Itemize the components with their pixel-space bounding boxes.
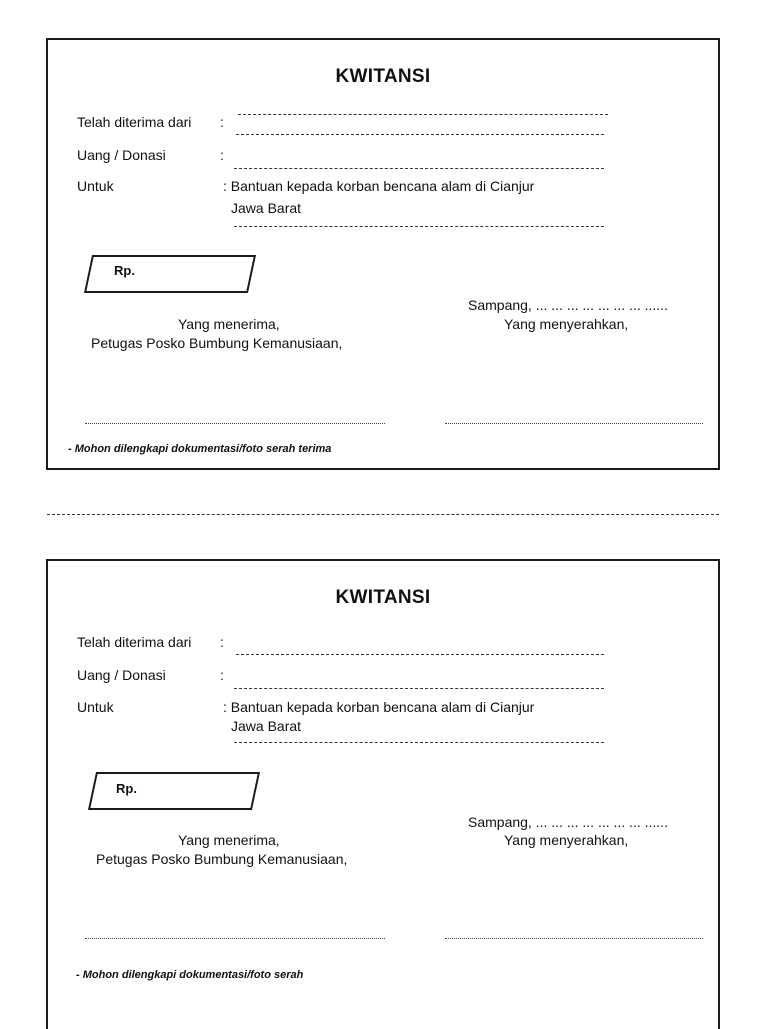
receiver-role: Petugas Posko Bumbung Kemanusiaan, [91,335,343,351]
purpose-label: Untuk [77,699,114,715]
amount-box[interactable] [88,772,260,810]
received-from-colon: : [220,114,224,130]
purpose-line [234,226,604,227]
money-colon: : [220,147,224,163]
purpose-value-line-2: Jawa Barat [231,718,302,734]
received-from-line[interactable] [236,654,604,655]
giver-signature-line[interactable] [445,938,703,939]
money-line[interactable] [234,688,604,689]
receipt-form [46,38,720,470]
receiver-role: Petugas Posko Bumbung Kemanusiaan, [96,851,348,867]
received-from-label: Telah diterima dari [77,114,192,130]
received-from-colon: : [220,634,224,650]
received-from-label: Telah diterima dari [77,634,192,650]
place-date: Sampang, ... ... ... ... ... ... ... ...... [468,297,668,313]
purpose-label: Untuk [77,178,114,194]
place-date: Sampang, ... ... ... ... ... ... ... ...... [468,814,668,830]
footnote: - Mohon dilengkapi dokumentasi/foto serah terima [68,443,332,455]
money-label: Uang / Donasi [77,147,166,163]
receiver-title: Yang menerima, [178,316,280,332]
received-from-line-1[interactable] [238,114,608,115]
purpose-value-line-1: : Bantuan kepada korban bencana alam di Cianjur [223,699,535,715]
money-label: Uang / Donasi [77,667,166,683]
receiver-signature-line[interactable] [85,423,385,424]
receiver-title: Yang menerima, [178,832,280,848]
cut-line [47,514,719,515]
amount-label: Rp. [114,263,135,278]
amount-label: Rp. [116,781,137,796]
money-line[interactable] [234,168,604,169]
purpose-value-line-2: Jawa Barat [231,200,302,216]
giver-signature-line[interactable] [445,423,703,424]
giver-title: Yang menyerahkan, [504,316,629,332]
purpose-value-line-1: : Bantuan kepada korban bencana alam di Cianjur [223,178,535,194]
receipt-title: KWITANSI [335,587,431,608]
receipt-title: KWITANSI [335,66,431,87]
purpose-line [234,742,604,743]
money-colon: : [220,667,224,683]
received-from-line-2[interactable] [236,134,604,135]
receipt-form [46,559,720,1029]
giver-title: Yang menyerahkan, [504,832,629,848]
footnote: - Mohon dilengkapi dokumentasi/foto serah [76,969,304,981]
amount-box[interactable] [84,255,256,293]
receiver-signature-line[interactable] [85,938,385,939]
